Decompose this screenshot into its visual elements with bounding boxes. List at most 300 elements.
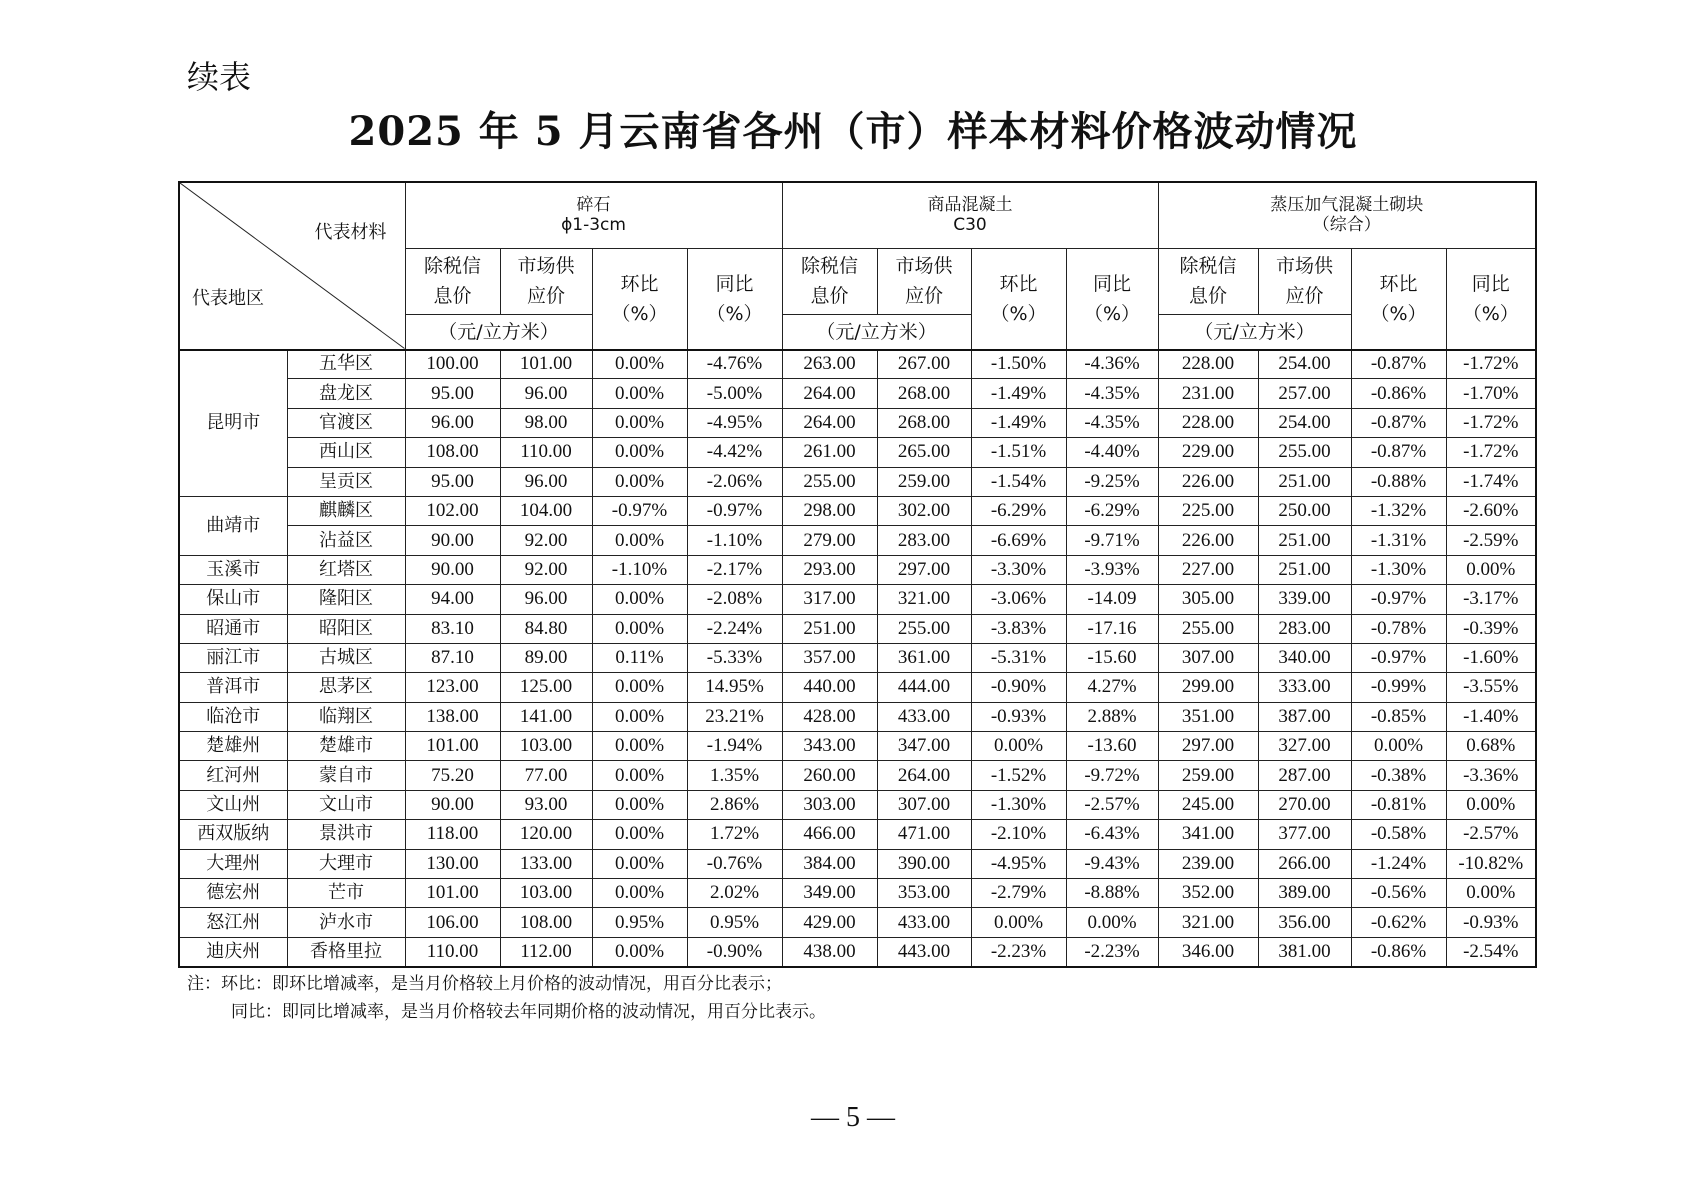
value-cell: 0.00%: [592, 732, 687, 761]
value-cell: 443.00: [877, 937, 971, 966]
value-cell: -1.49%: [971, 408, 1066, 437]
value-cell: 433.00: [877, 908, 971, 937]
table-row: [179, 820, 1536, 849]
district-cell: 大理市: [287, 849, 405, 878]
table-row: [179, 496, 1536, 525]
value-cell: 226.00: [1158, 526, 1258, 555]
value-cell: 0.00%: [1446, 555, 1536, 584]
col-header-market-price: 市场供 应价: [877, 248, 971, 314]
value-cell: -5.00%: [687, 379, 782, 408]
value-cell: 123.00: [405, 673, 500, 702]
value-cell: 96.00: [500, 467, 592, 496]
value-cell: 346.00: [1158, 937, 1258, 966]
district-cell: 隆阳区: [287, 585, 405, 614]
value-cell: 0.00%: [1066, 908, 1158, 937]
value-cell: 321.00: [1158, 908, 1258, 937]
value-cell: -0.38%: [1351, 761, 1446, 790]
value-cell: 261.00: [782, 438, 877, 467]
district-cell: 官渡区: [287, 408, 405, 437]
district-cell: 景洪市: [287, 820, 405, 849]
value-cell: -9.72%: [1066, 761, 1158, 790]
col-header-tax-price: 除税信 息价: [1158, 248, 1258, 314]
material-header-crushed-stone: 碎石 ϕ1-3cm: [405, 182, 782, 248]
value-cell: -6.43%: [1066, 820, 1158, 849]
value-cell: 250.00: [1258, 496, 1351, 525]
district-cell: 呈贡区: [287, 467, 405, 496]
district-cell: 五华区: [287, 350, 405, 379]
value-cell: -1.60%: [1446, 643, 1536, 672]
value-cell: 381.00: [1258, 937, 1351, 966]
value-cell: -0.99%: [1351, 673, 1446, 702]
value-cell: 357.00: [782, 643, 877, 672]
value-cell: 141.00: [500, 702, 592, 731]
value-cell: 77.00: [500, 761, 592, 790]
value-cell: 2.88%: [1066, 702, 1158, 731]
table-row: [179, 614, 1536, 643]
value-cell: 267.00: [877, 350, 971, 379]
value-cell: -6.69%: [971, 526, 1066, 555]
value-cell: 90.00: [405, 790, 500, 819]
district-cell: 盘龙区: [287, 379, 405, 408]
value-cell: -10.82%: [1446, 849, 1536, 878]
col-header-yoy: 同比 （%）: [687, 248, 782, 350]
value-cell: 0.00%: [592, 879, 687, 908]
value-cell: 265.00: [877, 438, 971, 467]
col-header-yoy: 同比 （%）: [1066, 248, 1158, 350]
value-cell: -0.97%: [592, 496, 687, 525]
value-cell: -1.74%: [1446, 467, 1536, 496]
value-cell: -4.35%: [1066, 408, 1158, 437]
value-cell: -3.36%: [1446, 761, 1536, 790]
city-cell: 怒江州: [179, 908, 287, 937]
value-cell: -1.51%: [971, 438, 1066, 467]
value-cell: 444.00: [877, 673, 971, 702]
continued-label: 续表: [187, 58, 252, 96]
value-cell: 255.00: [782, 467, 877, 496]
value-cell: -0.88%: [1351, 467, 1446, 496]
district-cell: 西山区: [287, 438, 405, 467]
table-row: [179, 937, 1536, 966]
value-cell: 0.00%: [592, 849, 687, 878]
district-cell: 芒市: [287, 879, 405, 908]
value-cell: -2.10%: [971, 820, 1066, 849]
table-row: [179, 732, 1536, 761]
value-cell: 317.00: [782, 585, 877, 614]
region-axis-label: 代表地区: [192, 287, 264, 309]
material-axis-label: 代表材料: [314, 222, 387, 243]
city-cell: 西双版纳: [179, 820, 287, 849]
col-header-market-price: 市场供 应价: [500, 248, 592, 314]
table-row: [179, 379, 1536, 408]
value-cell: 264.00: [877, 761, 971, 790]
value-cell: 340.00: [1258, 643, 1351, 672]
district-cell: 香格里拉: [287, 937, 405, 966]
value-cell: 0.00%: [592, 761, 687, 790]
table-row: [179, 438, 1536, 467]
col-header-yoy: 同比 （%）: [1446, 248, 1536, 350]
city-cell: 昆明市: [179, 350, 287, 497]
value-cell: 341.00: [1158, 820, 1258, 849]
value-cell: -0.93%: [971, 702, 1066, 731]
col-header-tax-price: 除税信 息价: [782, 248, 877, 314]
table-row: [179, 350, 1536, 379]
value-cell: 110.00: [500, 438, 592, 467]
district-cell: 楚雄市: [287, 732, 405, 761]
value-cell: 90.00: [405, 526, 500, 555]
value-cell: -0.90%: [971, 673, 1066, 702]
value-cell: 251.00: [782, 614, 877, 643]
value-cell: 349.00: [782, 879, 877, 908]
value-cell: -2.08%: [687, 585, 782, 614]
value-cell: -0.87%: [1351, 408, 1446, 437]
district-cell: 红塔区: [287, 555, 405, 584]
value-cell: 270.00: [1258, 790, 1351, 819]
value-cell: 101.00: [405, 732, 500, 761]
value-cell: -1.52%: [971, 761, 1066, 790]
value-cell: 287.00: [1258, 761, 1351, 790]
value-cell: -2.79%: [971, 879, 1066, 908]
value-cell: 89.00: [500, 643, 592, 672]
value-cell: 228.00: [1158, 350, 1258, 379]
value-cell: -8.88%: [1066, 879, 1158, 908]
diagonal-line: [180, 183, 405, 349]
city-cell: 临沧市: [179, 702, 287, 731]
value-cell: 227.00: [1158, 555, 1258, 584]
value-cell: -1.70%: [1446, 379, 1536, 408]
district-cell: 麒麟区: [287, 496, 405, 525]
value-cell: -1.30%: [971, 790, 1066, 819]
value-cell: -2.06%: [687, 467, 782, 496]
value-cell: 433.00: [877, 702, 971, 731]
value-cell: -5.31%: [971, 643, 1066, 672]
value-cell: 118.00: [405, 820, 500, 849]
value-cell: 231.00: [1158, 379, 1258, 408]
unit-label: （元/立方米）: [1158, 314, 1351, 350]
value-cell: 297.00: [877, 555, 971, 584]
value-cell: 0.00%: [971, 732, 1066, 761]
value-cell: 0.00%: [1446, 879, 1536, 908]
value-cell: 0.00%: [1446, 790, 1536, 819]
value-cell: -9.25%: [1066, 467, 1158, 496]
value-cell: 0.00%: [971, 908, 1066, 937]
value-cell: 361.00: [877, 643, 971, 672]
value-cell: -13.60: [1066, 732, 1158, 761]
value-cell: -0.86%: [1351, 937, 1446, 966]
value-cell: 303.00: [782, 790, 877, 819]
district-cell: 古城区: [287, 643, 405, 672]
city-cell: 红河州: [179, 761, 287, 790]
value-cell: 2.02%: [687, 879, 782, 908]
value-cell: -0.58%: [1351, 820, 1446, 849]
value-cell: -1.72%: [1446, 438, 1536, 467]
value-cell: 138.00: [405, 702, 500, 731]
value-cell: 108.00: [500, 908, 592, 937]
value-cell: 255.00: [1158, 614, 1258, 643]
table-row: [179, 408, 1536, 437]
value-cell: 0.68%: [1446, 732, 1536, 761]
value-cell: 106.00: [405, 908, 500, 937]
value-cell: 93.00: [500, 790, 592, 819]
value-cell: 0.11%: [592, 643, 687, 672]
value-cell: -3.83%: [971, 614, 1066, 643]
value-cell: -3.55%: [1446, 673, 1536, 702]
unit-label: （元/立方米）: [405, 314, 592, 350]
value-cell: 0.00%: [592, 937, 687, 966]
value-cell: 245.00: [1158, 790, 1258, 819]
value-cell: -2.24%: [687, 614, 782, 643]
value-cell: -6.29%: [971, 496, 1066, 525]
value-cell: -1.54%: [971, 467, 1066, 496]
value-cell: 229.00: [1158, 438, 1258, 467]
value-cell: 353.00: [877, 879, 971, 908]
value-cell: 0.00%: [592, 702, 687, 731]
value-cell: 112.00: [500, 937, 592, 966]
value-cell: -2.23%: [1066, 937, 1158, 966]
value-cell: -0.87%: [1351, 350, 1446, 379]
city-cell: 文山州: [179, 790, 287, 819]
value-cell: -4.42%: [687, 438, 782, 467]
value-cell: 352.00: [1158, 879, 1258, 908]
unit-label: （元/立方米）: [782, 314, 971, 350]
value-cell: -1.50%: [971, 350, 1066, 379]
value-cell: 95.00: [405, 379, 500, 408]
value-cell: -1.72%: [1446, 350, 1536, 379]
value-cell: 254.00: [1258, 350, 1351, 379]
value-cell: -2.57%: [1066, 790, 1158, 819]
value-cell: 120.00: [500, 820, 592, 849]
value-cell: 0.00%: [592, 614, 687, 643]
value-cell: 251.00: [1258, 555, 1351, 584]
value-cell: 384.00: [782, 849, 877, 878]
value-cell: 351.00: [1158, 702, 1258, 731]
table-notes: [187, 970, 826, 1026]
value-cell: 92.00: [500, 526, 592, 555]
value-cell: 133.00: [500, 849, 592, 878]
value-cell: 299.00: [1158, 673, 1258, 702]
value-cell: 102.00: [405, 496, 500, 525]
value-cell: 110.00: [405, 937, 500, 966]
value-cell: 87.10: [405, 643, 500, 672]
value-cell: 387.00: [1258, 702, 1351, 731]
table-row: [179, 761, 1536, 790]
city-cell: 玉溪市: [179, 555, 287, 584]
value-cell: 377.00: [1258, 820, 1351, 849]
value-cell: 268.00: [877, 408, 971, 437]
value-cell: 429.00: [782, 908, 877, 937]
value-cell: 101.00: [500, 350, 592, 379]
value-cell: -4.36%: [1066, 350, 1158, 379]
value-cell: -17.16: [1066, 614, 1158, 643]
value-cell: 95.00: [405, 467, 500, 496]
city-cell: 迪庆州: [179, 937, 287, 966]
col-header-mom: 环比 （%）: [971, 248, 1066, 350]
table-row: [179, 643, 1536, 672]
header-corner-cell: [179, 182, 405, 350]
value-cell: 251.00: [1258, 526, 1351, 555]
value-cell: -1.32%: [1351, 496, 1446, 525]
value-cell: 440.00: [782, 673, 877, 702]
district-cell: 泸水市: [287, 908, 405, 937]
value-cell: 333.00: [1258, 673, 1351, 702]
value-cell: 98.00: [500, 408, 592, 437]
city-cell: 普洱市: [179, 673, 287, 702]
value-cell: -4.95%: [971, 849, 1066, 878]
value-cell: 228.00: [1158, 408, 1258, 437]
table-row: [179, 673, 1536, 702]
value-cell: -1.72%: [1446, 408, 1536, 437]
value-cell: 307.00: [1158, 643, 1258, 672]
col-header-tax-price: 除税信 息价: [405, 248, 500, 314]
value-cell: 428.00: [782, 702, 877, 731]
value-cell: -9.43%: [1066, 849, 1158, 878]
value-cell: -1.49%: [971, 379, 1066, 408]
value-cell: 75.20: [405, 761, 500, 790]
value-cell: -0.97%: [1351, 585, 1446, 614]
value-cell: 339.00: [1258, 585, 1351, 614]
value-cell: 225.00: [1158, 496, 1258, 525]
value-cell: 283.00: [1258, 614, 1351, 643]
value-cell: 257.00: [1258, 379, 1351, 408]
value-cell: -0.97%: [1351, 643, 1446, 672]
value-cell: 327.00: [1258, 732, 1351, 761]
note-line-2: 同比：即同比增减率，是当月价格较去年同期价格的波动情况，用百分比表示。: [231, 1002, 826, 1022]
value-cell: -0.62%: [1351, 908, 1446, 937]
value-cell: 23.21%: [687, 702, 782, 731]
value-cell: -4.76%: [687, 350, 782, 379]
material-header-concrete: 商品混凝土 C30: [782, 182, 1158, 248]
district-cell: 蒙自市: [287, 761, 405, 790]
value-cell: -2.23%: [971, 937, 1066, 966]
value-cell: 305.00: [1158, 585, 1258, 614]
value-cell: -3.06%: [971, 585, 1066, 614]
value-cell: -0.87%: [1351, 438, 1446, 467]
value-cell: -0.76%: [687, 849, 782, 878]
value-cell: -1.30%: [1351, 555, 1446, 584]
table-row: [179, 555, 1536, 584]
value-cell: 2.86%: [687, 790, 782, 819]
value-cell: -1.10%: [687, 526, 782, 555]
value-cell: 226.00: [1158, 467, 1258, 496]
value-cell: 347.00: [877, 732, 971, 761]
value-cell: 343.00: [782, 732, 877, 761]
note-line-1: 注：环比：即环比增减率，是当月价格较上月价格的波动情况，用百分比表示；: [187, 974, 782, 994]
city-cell: 丽江市: [179, 643, 287, 672]
value-cell: 1.72%: [687, 820, 782, 849]
value-cell: -2.54%: [1446, 937, 1536, 966]
page-title: 2025 年 5 月云南省各州（市）样本材料价格波动情况: [348, 108, 1358, 155]
value-cell: 1.35%: [687, 761, 782, 790]
value-cell: 90.00: [405, 555, 500, 584]
value-cell: 0.00%: [592, 467, 687, 496]
value-cell: 103.00: [500, 879, 592, 908]
value-cell: 0.00%: [592, 526, 687, 555]
table-row: [179, 585, 1536, 614]
value-cell: 471.00: [877, 820, 971, 849]
district-cell: 文山市: [287, 790, 405, 819]
value-cell: 92.00: [500, 555, 592, 584]
value-cell: -4.40%: [1066, 438, 1158, 467]
value-cell: 283.00: [877, 526, 971, 555]
value-cell: 390.00: [877, 849, 971, 878]
value-cell: 298.00: [782, 496, 877, 525]
value-cell: -0.39%: [1446, 614, 1536, 643]
value-cell: 255.00: [877, 614, 971, 643]
value-cell: 96.00: [500, 379, 592, 408]
value-cell: -0.85%: [1351, 702, 1446, 731]
value-cell: 0.00%: [592, 673, 687, 702]
value-cell: 263.00: [782, 350, 877, 379]
value-cell: 83.10: [405, 614, 500, 643]
value-cell: -3.93%: [1066, 555, 1158, 584]
value-cell: 125.00: [500, 673, 592, 702]
col-header-mom: 环比 （%）: [592, 248, 687, 350]
value-cell: 130.00: [405, 849, 500, 878]
value-cell: 259.00: [877, 467, 971, 496]
value-cell: 268.00: [877, 379, 971, 408]
value-cell: 279.00: [782, 526, 877, 555]
value-cell: -2.17%: [687, 555, 782, 584]
value-cell: 0.00%: [592, 408, 687, 437]
value-cell: 0.00%: [592, 820, 687, 849]
table-row: [179, 702, 1536, 731]
value-cell: -2.60%: [1446, 496, 1536, 525]
value-cell: -1.10%: [592, 555, 687, 584]
value-cell: -6.29%: [1066, 496, 1158, 525]
value-cell: 101.00: [405, 879, 500, 908]
material-header-aac-block: 蒸压加气混凝土砌块 （综合）: [1158, 182, 1536, 248]
value-cell: 84.80: [500, 614, 592, 643]
city-cell: 楚雄州: [179, 732, 287, 761]
value-cell: 254.00: [1258, 408, 1351, 437]
value-cell: -9.71%: [1066, 526, 1158, 555]
value-cell: -1.24%: [1351, 849, 1446, 878]
value-cell: -0.90%: [687, 937, 782, 966]
value-cell: 266.00: [1258, 849, 1351, 878]
value-cell: 264.00: [782, 408, 877, 437]
value-cell: 293.00: [782, 555, 877, 584]
value-cell: -0.93%: [1446, 908, 1536, 937]
value-cell: 239.00: [1158, 849, 1258, 878]
value-cell: 356.00: [1258, 908, 1351, 937]
value-cell: -5.33%: [687, 643, 782, 672]
city-cell: 德宏州: [179, 879, 287, 908]
value-cell: 0.00%: [592, 438, 687, 467]
value-cell: -14.09: [1066, 585, 1158, 614]
value-cell: 302.00: [877, 496, 971, 525]
table-row: [179, 879, 1536, 908]
table-row: [179, 908, 1536, 937]
value-cell: -0.78%: [1351, 614, 1446, 643]
value-cell: 307.00: [877, 790, 971, 819]
col-header-mom: 环比 （%）: [1351, 248, 1446, 350]
district-cell: 思茅区: [287, 673, 405, 702]
value-cell: -2.59%: [1446, 526, 1536, 555]
value-cell: -3.30%: [971, 555, 1066, 584]
value-cell: 251.00: [1258, 467, 1351, 496]
value-cell: 103.00: [500, 732, 592, 761]
page-number: — 5 —: [811, 1102, 895, 1133]
value-cell: 0.00%: [1351, 732, 1446, 761]
value-cell: -3.17%: [1446, 585, 1536, 614]
value-cell: -1.31%: [1351, 526, 1446, 555]
district-cell: 临翔区: [287, 702, 405, 731]
value-cell: -15.60: [1066, 643, 1158, 672]
city-cell: 大理州: [179, 849, 287, 878]
value-cell: -1.40%: [1446, 702, 1536, 731]
table-row: [179, 849, 1536, 878]
table-row: [179, 790, 1536, 819]
value-cell: -2.57%: [1446, 820, 1536, 849]
